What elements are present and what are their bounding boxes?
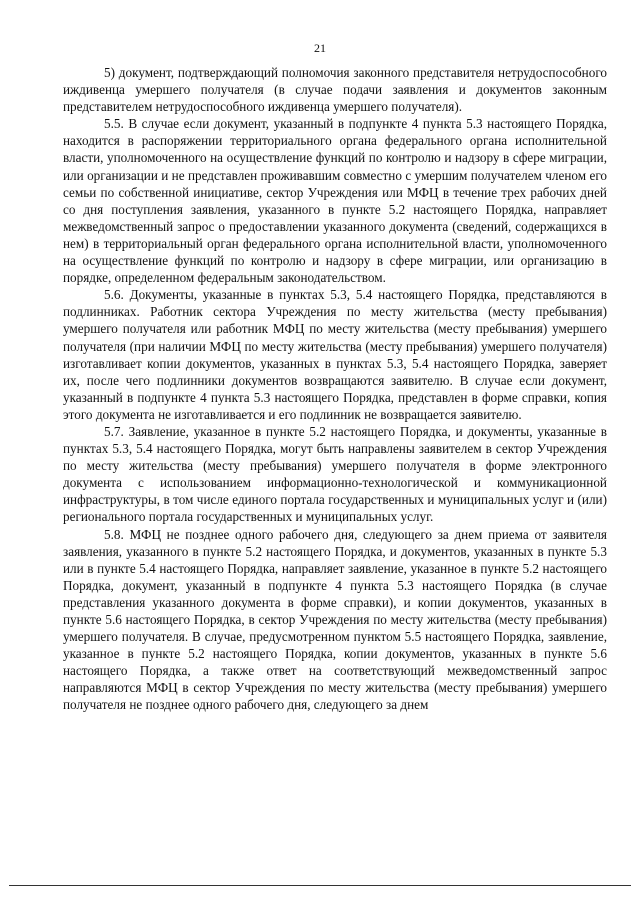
paragraph-5-7: 5.7. Заявление, указанное в пункте 5.2 настоящего Порядка, и документы, указанные в пунктах 5.3, 5.4 настоящего Порядка, могут быть направлены заявителем в сектор Учреждения по месту жительства (месту пребывания) умершего получателя в форме электронного документа с использованием информационно-технологической и коммуникационной инфраструктуры, в том числе единого портала государственных и муниципальных услуг и (или) регионального портала государственных и муниципальных услуг.: [63, 423, 607, 525]
paragraph-5-6: 5.6. Документы, указанные в пунктах 5.3, 5.4 настоящего Порядка, представляются в подлинниках. Работник сектора Учреждения по месту жительства (месту пребывания) умершего получателя или работник МФЦ по месту жительства (месту пребывания) умершего получателя (при наличии МФЦ по месту жительства (месту пребывания) умершего получателя) изготавливает копии документов, указанных в пунктах 5.3, 5.4 настоящего Порядка, заверяет их, после чего подлинники документов возвращаются заявителю. В случае если документ, указанный в подпункте 4 пункта 5.3 настоящего Порядка, представлен в форме справки, копия этого документа не изготавливается и его подлинник не возвращается заявителю.: [63, 287, 607, 422]
document-text-body: [63, 64, 607, 714]
page-number: 21: [314, 41, 326, 55]
bottom-rule: [9, 885, 631, 886]
paragraph-5-5: 5.5. В случае если документ, указанный в подпункте 4 пункта 5.3 настоящего Порядка, находится в распоряжении территориального органа федерального органа исполнительной власти, уполномоченного на осуществление функций по контролю и надзору в сфере миграции, или организации и не представлен проживавшим совместно с умершим получателем членом его семьи по собственной инициативе, сектор Учреждения или МФЦ в течение трех рабочих дней со дня поступления заявления, указанного в пункте 5.2 настоящего Порядка, направляет межведомственный запрос о предоставлении указанного документа (сведений, содержащихся в нем) в территориальный орган федерального органа исполнительной власти, уполномоченного на осуществление функций по контролю и надзору в сфере миграции, или организацию в порядке, определенном федеральным законодательством.: [63, 116, 607, 286]
paragraph-5-8: 5.8. МФЦ не позднее одного рабочего дня, следующего за днем приема от заявителя заявления, указанного в пункте 5.2 настоящего Порядка, и документов, указанных в пункте 5.3 или в пункте 5.4 настоящего Порядка, направляет заявление, указанное в пункте 5.2 настоящего Порядка, документ, указанный в подпункте 4 пункта 5.3 настоящего Порядка (в случае представления указанного документа в форме справки), и копии документов, указанных в пункте 5.6 настоящего Порядка, в сектор Учреждения по месту жительства (месту пребывания) умершего получателя. В случае, предусмотренном пунктом 5.5 настоящего Порядка, заявление, указанное в пункте 5.2 настоящего Порядка, копии документов, указанных в пункте 5.6 настоящего Порядка, а также ответ на соответствующий межведомственный запрос направляются МФЦ в сектор Учреждения по месту жительства (месту пребывания) умершего получателя не позднее одного рабочего дня, следующего за днем: [63, 526, 607, 713]
paragraph-item-5: 5) документ, подтверждающий полномочия законного представителя нетрудоспособного иждивенца умершего получателя (в случае подачи заявления и документов законным представителем нетрудоспособного иждивенца умершего получателя).: [63, 65, 607, 115]
